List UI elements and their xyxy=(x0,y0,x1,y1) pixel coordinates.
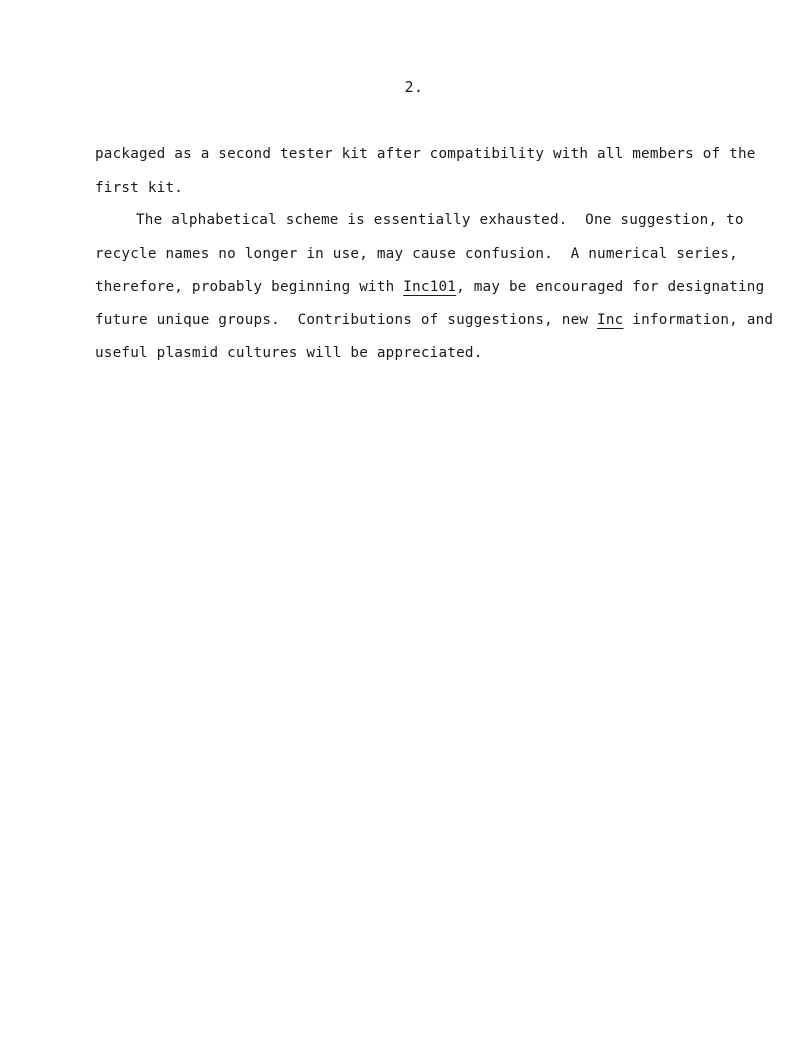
underlined-term-inc101: Inc101 xyxy=(403,279,457,295)
line-text-before: therefore, probably beginning with xyxy=(95,279,404,295)
line-text-after: information, and xyxy=(623,312,774,328)
paragraph-2-line-1: The alphabetical scheme is essentially exhausted. One suggestion, to xyxy=(136,212,744,228)
line-text-after: , may be encouraged for designating xyxy=(456,279,765,295)
paragraph-2-line-4 xyxy=(95,310,773,330)
paragraph-2-line-2: recycle names no longer in use, may cause confusion. A numerical series, xyxy=(95,246,738,262)
line-text-before: future unique groups. Contributions of suggestions, new xyxy=(95,312,598,328)
body-line-2: first kit. xyxy=(95,180,184,196)
paragraph-2-line-5: useful plasmid cultures will be appreciated. xyxy=(95,345,483,361)
body-line-1: packaged as a second tester kit after compatibility with all members of the xyxy=(95,146,756,162)
underlined-term-inc: Inc xyxy=(597,312,624,328)
paragraph-2-line-3 xyxy=(95,277,764,297)
page-number: 2. xyxy=(404,78,424,96)
